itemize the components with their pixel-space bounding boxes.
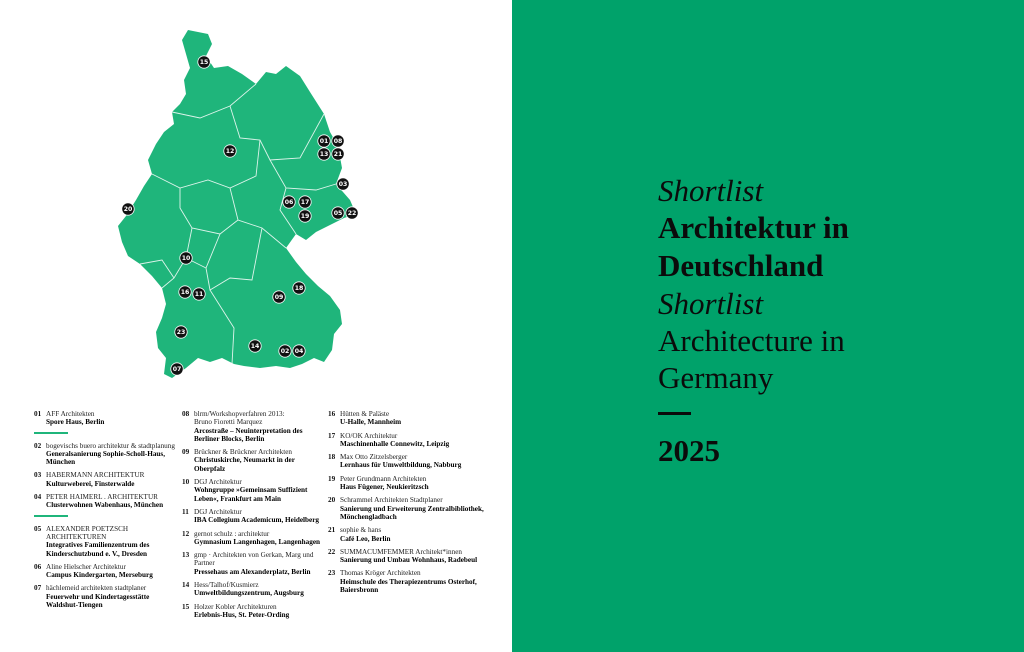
map-pin-label: 06 <box>284 199 294 207</box>
title-english-line-2: Germany <box>658 360 774 395</box>
legend-entry <box>34 525 176 558</box>
legend-firm: DGJ Architektur <box>194 507 242 516</box>
legend-number: 07 <box>34 584 42 593</box>
map-pin-label: 13 <box>319 151 329 159</box>
legend-entry <box>182 581 326 598</box>
map-pin-label: 05 <box>333 210 343 218</box>
legend-entry <box>328 453 488 470</box>
map-pin-label: 20 <box>123 206 133 214</box>
germany-map-graphic <box>110 28 410 388</box>
legend-firm: Peter Grundmann Architekten <box>340 474 427 483</box>
title-shortlist-de: Shortlist <box>658 173 764 208</box>
legend-firm: KO/OK Architektur <box>340 431 398 440</box>
map-pin-label: 14 <box>250 343 260 351</box>
legend-project: Integratives Familienzentrum des Kinderschutzbund e. V., Dresden <box>46 541 150 558</box>
legend-separator <box>34 432 68 434</box>
map-pin-10 <box>180 252 192 264</box>
legend-number: 18 <box>328 453 336 462</box>
legend-project: Umweltbildungszentrum, Augsburg <box>194 589 304 598</box>
legend-entry <box>182 410 326 443</box>
legend-project: Lernhaus für Umweltbildung, Nabburg <box>340 461 462 470</box>
map-pin-19 <box>299 210 311 222</box>
legend-number: 22 <box>328 547 336 556</box>
map-pin-label: 01 <box>319 138 329 146</box>
title-german-line-2: Deutschland <box>658 248 824 283</box>
map-pin-label: 03 <box>338 181 348 189</box>
legend-entry <box>34 410 176 427</box>
legend-entry <box>182 551 326 576</box>
map-pin-label: 18 <box>294 285 304 293</box>
legend-number: 12 <box>182 529 190 538</box>
legend-entry <box>328 569 488 594</box>
legend-project: U-Halle, Mannheim <box>340 418 402 427</box>
legend-entry <box>328 526 488 543</box>
legend-firm: Thomas Kröger Architekten <box>340 569 421 578</box>
germany-map <box>110 28 410 388</box>
legend-project: Maschinenhalle Connewitz, Leipzig <box>340 439 450 448</box>
legend-number: 20 <box>328 496 336 505</box>
legend-number: 13 <box>182 551 190 560</box>
legend-entry <box>34 471 176 488</box>
legend-separator <box>34 515 68 517</box>
legend-number: 21 <box>328 526 336 535</box>
map-pin-03 <box>337 178 349 190</box>
legend-project: Haus Fügener, Neukieritzsch <box>340 483 429 492</box>
map-pin-label: 02 <box>280 348 290 356</box>
map-pin-label: 07 <box>172 366 182 374</box>
legend-project: Campus Kindergarten, Merseburg <box>46 571 153 580</box>
legend-entry <box>182 508 326 525</box>
legend-firm: ALEXANDER POETZSCH ARCHITEKTUREN <box>46 524 129 541</box>
legend-entry <box>328 475 488 492</box>
title-year: 2025 <box>658 433 720 468</box>
legend-entry <box>328 548 488 565</box>
legend-number: 19 <box>328 474 336 483</box>
legend-project: Feuerwehr und Kindertagesstätte Waldshut-Tiengen <box>46 592 150 610</box>
legend-project: IBA Collegium Academicum, Heidelberg <box>194 516 319 525</box>
map-pin-label: 12 <box>225 148 235 156</box>
legend-firm-secondary: Bruno Fioretti Marquez <box>194 418 263 427</box>
legend-number: 06 <box>34 562 42 571</box>
map-pin-label: 04 <box>294 348 304 356</box>
legend-number: 05 <box>34 524 42 533</box>
map-pin-label: 09 <box>274 294 284 302</box>
legend-project: Wohngruppe »Gemeinsam Suffizient Leben«, Frankfurt am Main <box>194 486 308 503</box>
legend-entry <box>34 493 176 510</box>
map-pin-label: 22 <box>347 210 357 218</box>
legend-entry <box>182 603 326 620</box>
legend-firm: DGJ Architektur <box>194 478 242 487</box>
legend-firm: AFF Architekten <box>46 410 95 418</box>
legend-project: Generalsanierung Sophie-Scholl-Haus, München <box>46 449 166 467</box>
legend-number: 10 <box>182 478 190 487</box>
map-pin-18 <box>293 282 305 294</box>
map-pin-23 <box>175 326 187 338</box>
legend-number: 15 <box>182 602 190 611</box>
map-pin-label: 19 <box>300 213 310 221</box>
legend-firm: hächlemeid architekten stadtplaner <box>46 584 147 593</box>
legend-project: Gymnasium Langenhagen, Langenhagen <box>194 537 321 546</box>
legend-entry <box>182 448 326 473</box>
map-pin-label: 21 <box>333 151 343 159</box>
legend-firm: HABERMANN ARCHITEKTUR <box>46 471 145 480</box>
legend-project: Sanierung und Erweiterung Zentralbibliothek, Mönchengladbach <box>340 504 484 521</box>
germany-shape <box>118 30 356 378</box>
legend-project: Kulturweberei, Finsterwalde <box>46 479 135 488</box>
legend-entry <box>182 530 326 547</box>
map-pin-04 <box>293 345 305 357</box>
map-pin-05 <box>332 207 344 219</box>
legend-project: Spore Haus, Berlin <box>46 418 105 427</box>
map-pin-label: 10 <box>181 255 191 263</box>
map-pin-13 <box>318 148 330 160</box>
legend-entry <box>34 584 176 609</box>
legend-firm: blrm/Workshopverfahren 2013: <box>194 410 285 418</box>
legend-number: 09 <box>182 448 190 457</box>
legend-firm: Schrammel Architekten Stadtplaner <box>340 496 443 505</box>
legend-firm: sophie & hans <box>340 526 382 535</box>
legend-entry <box>328 410 488 427</box>
map-pin-17 <box>299 196 311 208</box>
title-english-line-1: Architecture in <box>658 323 845 358</box>
legend-number: 04 <box>34 493 42 502</box>
legend-firm: Hess/Talhof/Kusmierz <box>194 581 259 590</box>
legend-firm: Brückner & Brückner Architekten <box>194 448 292 457</box>
legend-number: 23 <box>328 569 336 578</box>
legend-number: 08 <box>182 410 190 418</box>
legend-entry <box>34 563 176 580</box>
legend-number: 11 <box>182 507 189 516</box>
map-pin-07 <box>171 363 183 375</box>
legend-number: 16 <box>328 410 336 418</box>
legend-project: Pressehaus am Alexanderplatz, Berlin <box>194 567 311 576</box>
legend-project: Café Leo, Berlin <box>340 534 391 543</box>
title-dash <box>658 412 691 415</box>
legend-project: Christuskirche, Neumarkt in der Oberpfalz <box>194 456 295 473</box>
legend-firm: PETER HAIMERL . ARCHITEKTUR <box>46 493 158 502</box>
map-pin-22 <box>346 207 358 219</box>
legend-entry <box>34 442 176 467</box>
map-pin-15 <box>198 56 210 68</box>
legend-firm: Aline Hielscher Architektur <box>46 562 126 571</box>
title-block <box>658 172 998 469</box>
map-pin-02 <box>279 345 291 357</box>
map-pin-01 <box>318 135 330 147</box>
legend-firm: Hütten & Paläste <box>340 410 390 418</box>
legend-column-3 <box>328 410 488 599</box>
map-pin-label: 11 <box>194 291 204 299</box>
legend-entry <box>182 478 326 503</box>
legend-project: Clusterwohnen Wabenhaus, München <box>46 501 164 510</box>
legend-column-1 <box>34 410 176 614</box>
map-pin-label: 17 <box>300 199 310 207</box>
map-pin-label: 08 <box>333 138 343 146</box>
legend-project: Arcostraße – Neuinterpretation des Berliner Blocks, Berlin <box>194 426 303 443</box>
map-pin-label: 16 <box>180 289 190 297</box>
map-pin-20 <box>122 203 134 215</box>
legend-project: Heimschule des Therapiezentrums Osterhof, Baiersbronn <box>340 577 477 595</box>
legend-number: 02 <box>34 441 42 450</box>
legend-number: 14 <box>182 581 190 590</box>
legend-number: 03 <box>34 471 42 480</box>
map-pin-label: 15 <box>199 59 209 67</box>
map-pin-12 <box>224 145 236 157</box>
legend-firm: bogevischs buero architektur & stadtplanung <box>46 441 175 450</box>
legend-project: Erlebnis-Hus, St. Peter-Ording <box>194 610 290 619</box>
map-pin-11 <box>193 288 205 300</box>
title-shortlist-en: Shortlist <box>658 286 764 321</box>
map-pin-21 <box>332 148 344 160</box>
title-german-line-1: Architektur in <box>658 210 849 245</box>
legend-entry <box>328 496 488 521</box>
map-pin-09 <box>273 291 285 303</box>
map-pin-08 <box>332 135 344 147</box>
legend-entry <box>328 432 488 449</box>
legend-number: 01 <box>34 410 42 418</box>
map-pin-16 <box>179 286 191 298</box>
legend-project: Sanierung und Umbau Wohnhaus, Radebeul <box>340 556 478 565</box>
map-pin-06 <box>283 196 295 208</box>
legend-firm: gernot schulz : architektur <box>194 529 270 538</box>
map-pin-label: 23 <box>176 329 186 337</box>
legend-column-2 <box>182 410 326 624</box>
legend-number: 17 <box>328 431 336 440</box>
map-pin-14 <box>249 340 261 352</box>
legend-firm: Max Otto Zitzelsberger <box>340 453 408 462</box>
legend-firm: Holzer Kobler Architekturen <box>194 602 277 611</box>
legend-firm: gmp · Architekten von Gerkan, Marg und Partner <box>194 551 314 568</box>
legend-firm: SUMMACUMFEMMER Architekt*innen <box>340 547 462 556</box>
